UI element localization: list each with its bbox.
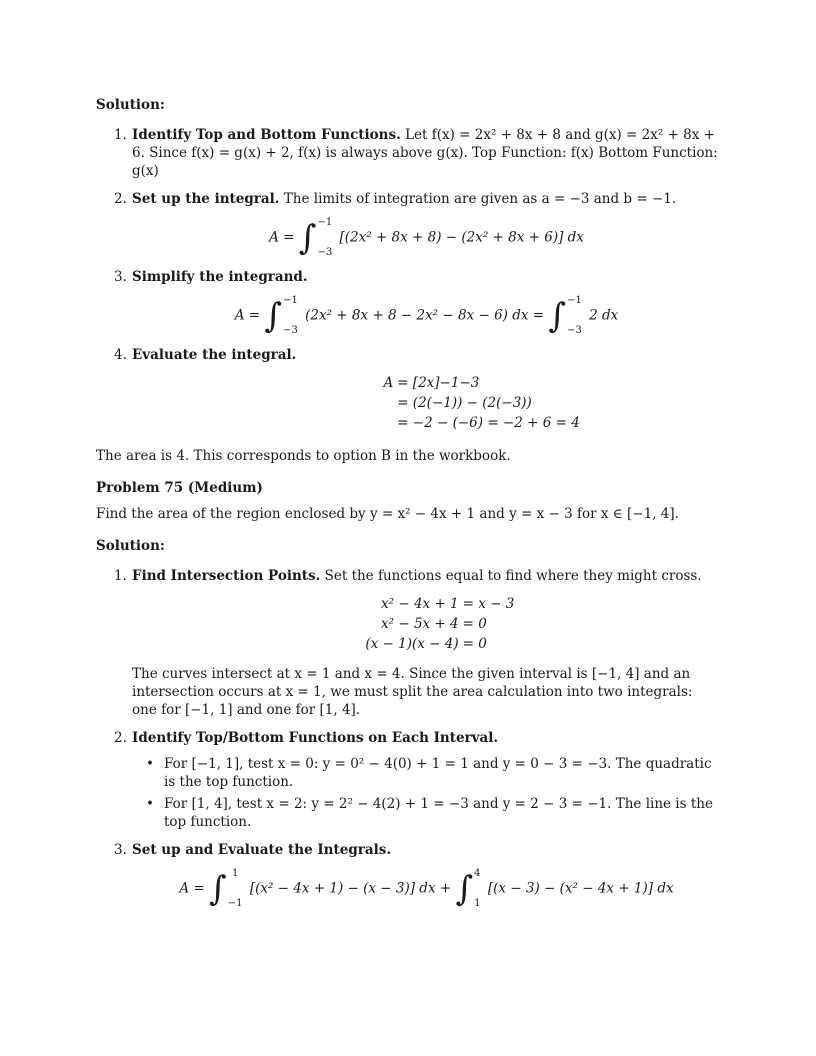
integral-sign: ∫ −1 −3 (298, 217, 333, 258)
eq-lhs: x² − 4x + 1 (381, 596, 459, 612)
problem-statement: Find the area of the region enclosed by y = x² − 4x + 1 and y = x − 3 for x ∈ [−1, 4]. (96, 506, 679, 522)
document-page (96, 96, 721, 919)
integrand: [(2x² + 8x + 8) − (2x² + 8x + 6)] dx (339, 229, 584, 246)
step-title: Find Intersection Points. (132, 568, 321, 584)
eq-rhs: = −2 − (−6) = −2 + 6 = 4 (397, 415, 580, 431)
integrand: [(x − 3) − (x² − 4x + 1)] dx (487, 880, 674, 897)
step-title: Set up and Evaluate the Integrals. (132, 842, 392, 858)
equation-line (273, 374, 580, 392)
integral-equation (132, 296, 721, 336)
eq-rhs: = 0 (462, 616, 487, 632)
upper-limit: −1 (317, 217, 333, 228)
eq-rhs: = [2x]−1−3 (397, 375, 480, 391)
step-number: 1. (114, 568, 127, 584)
lower-limit: −3 (283, 325, 298, 336)
eq-lhs: (x − 1)(x − 4) (365, 636, 459, 652)
eq-lhs (273, 414, 397, 432)
step-number: 2. (114, 730, 127, 746)
eq-rhs: = x − 3 (462, 596, 515, 612)
eq-prefix: A = (234, 307, 265, 324)
integral-sign: ∫ −1 −3 (548, 295, 582, 336)
step-number: 3. (114, 842, 127, 858)
integral-sign: ∫ 4 1 (455, 868, 481, 909)
integral-equation (132, 218, 721, 258)
integral-sign: ∫ −1 −3 (264, 295, 298, 336)
step-title: Set up the integral. (132, 191, 280, 207)
equation-line (273, 394, 580, 412)
step-3 (96, 268, 721, 336)
aligned-equations (132, 595, 721, 655)
step-explanation: The curves intersect at x = 1 and x = 4. Since the given interval is [−1, 4] and an intersection occurs at x = 1, we must split the area calculation into two integrals: one for [−1, 1] and one for [1, 4]. (132, 666, 693, 718)
solution-heading: Solution: (96, 538, 165, 554)
bullet-item: • For [−1, 1], test x = 0: y = 0² − 4(0) + 1 = 1 and y = 0 − 3 = −3. The quadratic is the top function. (132, 755, 721, 791)
lower-limit: 1 (474, 898, 481, 909)
step-title: Evaluate the integral. (132, 347, 297, 363)
integral-equation (132, 869, 721, 909)
step-1 (96, 126, 721, 180)
solution-heading: Solution: (96, 97, 165, 113)
step-number: 1. (114, 127, 127, 143)
eq-lhs: x² − 5x + 4 (381, 616, 459, 632)
bullet-item: • For [1, 4], test x = 2: y = 2² − 4(2) + 1 = −3 and y = 2 − 3 = −1. The line is the top function. (132, 795, 721, 831)
upper-limit: 4 (474, 868, 481, 879)
step-text: The limits of integration are given as a = −3 and b = −1. (283, 191, 677, 207)
equation-line (339, 615, 515, 633)
eq-lhs (273, 394, 397, 412)
step-text: Let f(x) = 2x² + 8x + 8 and g(x) = 2x² + 8x + 6. Since f(x) = g(x) + 2, f(x) is always above g(x). Top Function: f(x) Bottom Function: g(x) (132, 127, 718, 179)
equation-line (339, 635, 515, 653)
lower-limit: −1 (227, 898, 243, 909)
step-title: Identify Top/Bottom Functions on Each Interval. (132, 730, 499, 746)
upper-limit: 1 (231, 868, 239, 879)
solution-steps (96, 567, 721, 909)
bullet-list (132, 755, 721, 831)
eq-rhs: = 0 (462, 636, 487, 652)
eq-rhs: = (2(−1)) − (2(−3)) (397, 395, 532, 411)
equation-line (273, 414, 580, 432)
eq-lhs: A (383, 375, 394, 391)
integrand: [(x² − 4x + 1) − (x − 3)] dx + (249, 880, 456, 897)
step-number: 2. (114, 191, 127, 207)
equation-line (339, 595, 515, 613)
problem-title: Problem 75 (Medium) (96, 480, 263, 496)
eq-prefix: A = (179, 880, 210, 897)
step-2 (96, 729, 721, 831)
integrand: (2x² + 8x + 8 − 2x² − 8x − 6) dx = (305, 307, 549, 324)
step-3 (96, 841, 721, 909)
step-4 (96, 346, 721, 437)
aligned-equations (132, 374, 721, 437)
solution-steps (96, 126, 721, 437)
step-number: 4. (114, 347, 127, 363)
step-text: Set the functions equal to find where they might cross. (324, 568, 702, 584)
step-1 (96, 567, 721, 719)
step-title: Simplify the integrand. (132, 269, 308, 285)
step-title: Identify Top and Bottom Functions. (132, 127, 401, 143)
upper-limit: −1 (283, 295, 298, 306)
step-number: 3. (114, 269, 127, 285)
upper-limit: −1 (567, 295, 582, 306)
lower-limit: −3 (567, 325, 582, 336)
eq-prefix: A = (269, 229, 299, 246)
step-2 (96, 190, 721, 258)
conclusion-text: The area is 4. This corresponds to option B in the workbook. (96, 448, 511, 464)
integral-sign: ∫ 1 −1 (209, 868, 243, 909)
integrand: 2 dx (589, 307, 619, 324)
lower-limit: −3 (317, 247, 333, 258)
